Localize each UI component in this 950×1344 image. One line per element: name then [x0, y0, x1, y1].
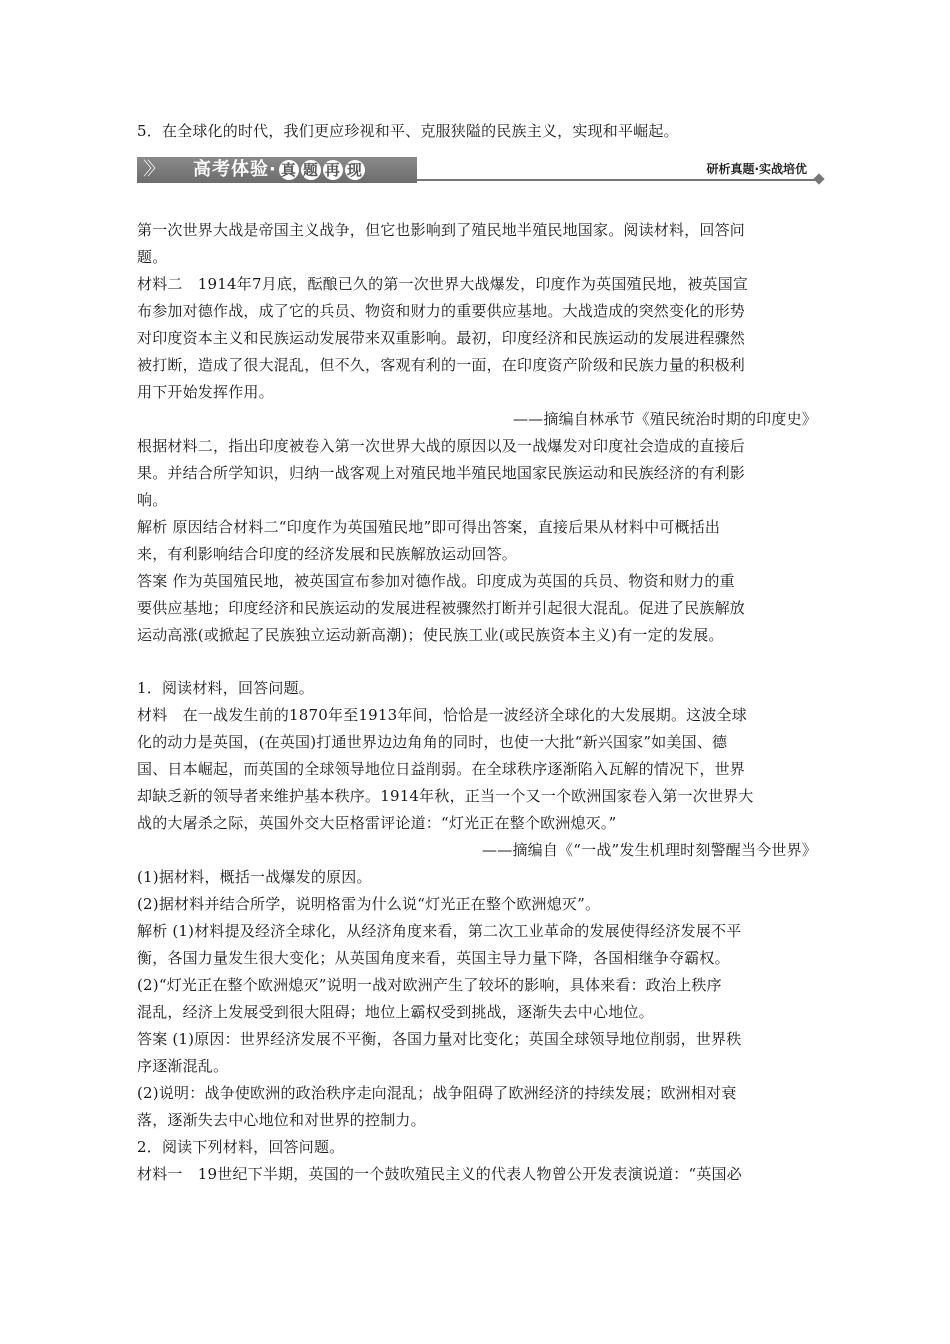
question-two: [137, 433, 817, 514]
text-line: 材料一 19世纪下半期，英国的一个鼓吹殖民主义的代表人物曾公开发表演说道：“英国必: [137, 1165, 742, 1183]
text-line: 解析 原因结合材料二“印度作为英国殖民地”即可得出答案，直接后果从材料中可概括出: [137, 518, 721, 536]
text-line: 答案 作为英国殖民地，被英国宣布参加对德作战。印度成为英国的兵员、物资和财力的重: [137, 572, 735, 590]
text-line: 落，逐渐失去中心地位和对世界的控制力。: [137, 1111, 426, 1129]
section-gap: [137, 649, 817, 675]
text-line: 序逐渐混乱。: [137, 1057, 229, 1075]
banner-title-text: 高考体验: [193, 159, 269, 180]
text-line: (2)“灯光正在整个欧洲熄灭”说明一战对欧洲产生了较坏的影响，具体来看：政治上秩序: [137, 976, 722, 994]
banner-right-label: 研析真题·实战培优: [706, 162, 807, 176]
banner-sub-char: 再: [324, 161, 341, 179]
text-line: 根据材料二，指出印度被卷入第一次世界大战的原因以及一战爆发对印度社会造成的直接后: [137, 437, 746, 455]
text-line: (2)据材料并结合所学，说明格雷为什么说“灯光正在整个欧洲熄灭”。: [137, 895, 601, 913]
text-line: 来，有利影响结合印度的经济发展和民族解放运动回答。: [137, 545, 518, 563]
text-line: 5．在全球化的时代，我们更应珍视和平、克服狭隘的民族主义，实现和平崛起。: [137, 122, 679, 140]
banner-rule: [417, 179, 817, 181]
text-line: 却缺乏新的领导者来维护基本秩序。1914年秋，正当一个又一个欧洲国家卷入第一次世界大: [137, 787, 754, 805]
banner-bar: [137, 157, 417, 183]
text-line: 衡，各国力量发生很大变化；从英国角度来看，英国主导力量下降，各国相继争夺霸权。: [137, 949, 730, 967]
material-one-source: ——摘编自《“一战”发生机理时刻警醒当今世界》: [482, 841, 817, 859]
text-line: 被打断，造成了很大混乱，但不久，客观有利的一面，在印度资产阶级和民族力量的积极利: [137, 356, 746, 374]
question-one: [137, 675, 817, 837]
material-two: [137, 271, 817, 406]
document-page: [137, 118, 817, 1188]
text-line: 响。: [137, 491, 168, 509]
text-line: 要供应基地；印度经济和民族运动的发展进程被骤然打断并引起很大混乱。促进了民族解放: [137, 599, 746, 617]
answer-two: [137, 568, 817, 649]
banner-sub-char: 真: [280, 161, 297, 179]
analysis-two: [137, 514, 817, 568]
text-line: 布参加对德作战，成了它的兵员、物资和财力的重要供应基地。大战造成的突然变化的形势: [137, 302, 746, 320]
text-line: 用下开始发挥作用。: [137, 383, 274, 401]
text-line: 答案 (1)原因：世界经济发展不平衡，各国力量对比变化；英国全球领导地位削弱，世界秩: [137, 1030, 742, 1048]
text-line: (2)说明：战争使欧洲的政治秩序走向混乱；战争阻碍了欧洲经济的持续发展；欧洲相对衰: [137, 1084, 737, 1102]
chevron-icon: 〉〉: [143, 159, 160, 180]
text-line: 材料二 1914年7月底，酝酿已久的第一次世界大战爆发，印度作为英国殖民地，被英国宣: [137, 275, 749, 293]
text-line: 对印度资本主义和民族运动发展带来双重影响。最初，印度经济和民族运动的发展进程骤然: [137, 329, 746, 347]
banner-sub-char: 现: [346, 161, 363, 179]
text-line: 1．阅读材料，回答问题。: [137, 679, 314, 697]
text-line: 题。: [137, 248, 168, 266]
question-intro: [137, 217, 817, 271]
top-section: [137, 118, 817, 145]
text-line: 国、日本崛起，而英国的全球领导地位日益削弱。在全球秩序逐渐陷入瓦解的情况下，世界: [137, 760, 746, 778]
text-line: 2．阅读下列材料，回答问题。: [137, 1138, 345, 1156]
text-line: 运动高涨(或掀起了民族独立运动新高潮)；使民族工业(或民族资本主义)有一定的发展。: [137, 626, 724, 644]
material-two-source: ——摘编自林承节《殖民统治时期的印度史》: [512, 410, 817, 428]
text-line: 战的大屠杀之际，英国外交大臣格雷评论道：“灯光正在整个欧洲熄灭。”: [137, 814, 617, 832]
text-line: 解析 (1)材料提及经济全球化，从经济角度来看，第二次工业革命的发展使得经济发展不平: [137, 922, 742, 940]
banner-dot: ·: [269, 159, 277, 180]
text-line: 第一次世界大战是帝国主义战争，但它也影响到了殖民地半殖民地国家。阅读材料，回答问: [137, 221, 746, 239]
diamond-icon: [813, 173, 824, 184]
text-line: 混乱，经济上发展受到很大阻碍；地位上霸权受到挑战，逐渐失去中心地位。: [137, 1003, 654, 1021]
text-line: 化的动力是英国，(在英国)打通世界边边角角的同时，也使一大批“新兴国家”如美国、德: [137, 733, 728, 751]
banner-subtitle: [277, 159, 365, 181]
banner-title: [193, 159, 365, 181]
question-one-rest: [137, 864, 817, 1188]
text-line: (1)据材料，概括一战爆发的原因。: [137, 868, 372, 886]
banner-sub-char: 题: [302, 161, 319, 179]
text-line: 果。并结合所学知识，归纳一战客观上对殖民地半殖民地国家民族运动和民族经济的有利影: [137, 464, 746, 482]
section-banner: [137, 155, 817, 187]
text-line: 材料 在一战发生前的1870年至1913年间，恰恰是一波经济全球化的大发展期。这波全球: [137, 706, 747, 724]
